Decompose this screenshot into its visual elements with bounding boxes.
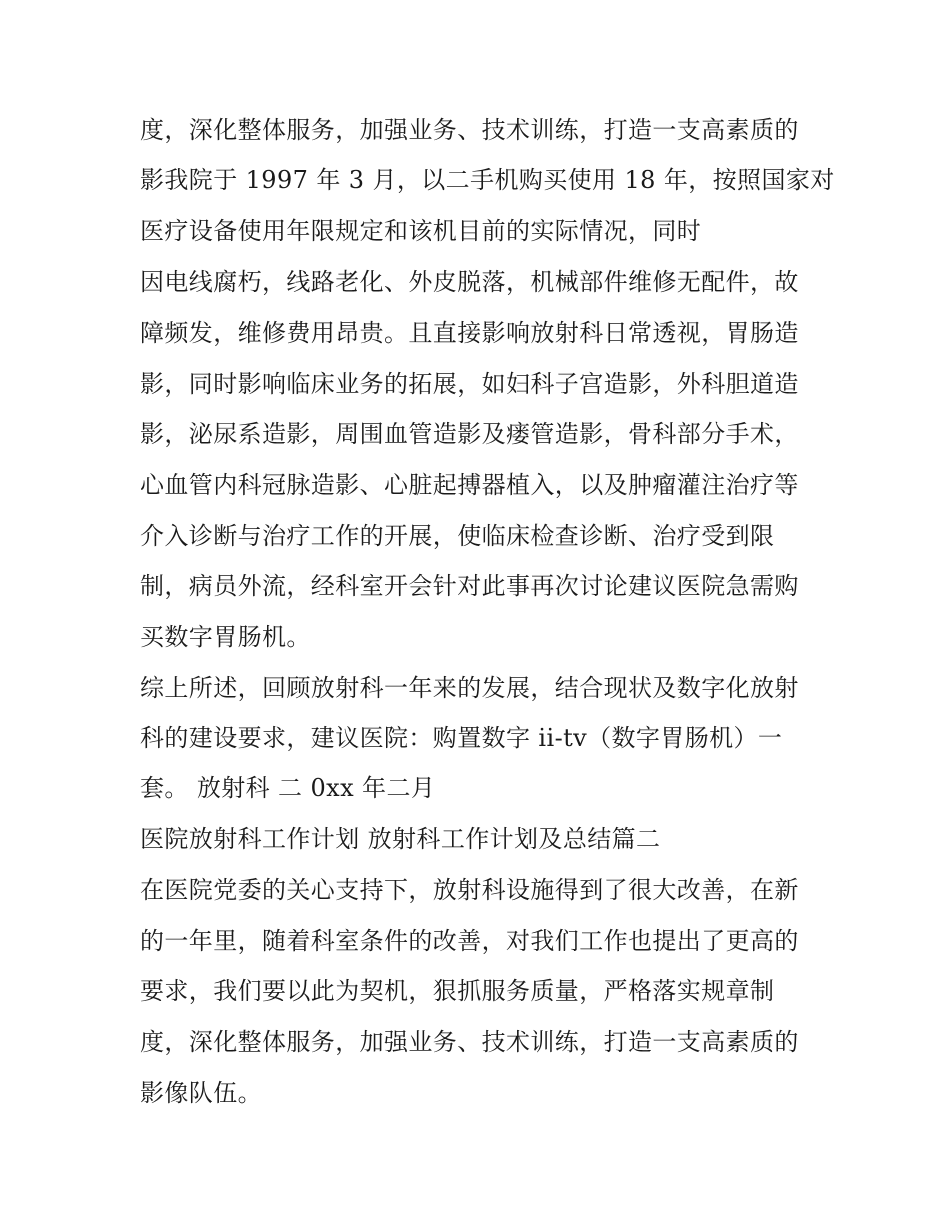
text-line: 医疗设备使用年限规定和该机目前的实际情况，同时: [140, 217, 702, 245]
text-line: 因电线腐朽，线路老化、外皮脱落，机械部件维修无配件，故: [140, 268, 799, 296]
text-line: 影像队伍。: [140, 1079, 262, 1107]
text-line: 心血管内科冠脉造影、心脏起搏器植入，以及肿瘤灌注治疗等: [140, 471, 799, 499]
text-line: 影，同时影响临床业务的拓展，如妇科子宫造影，外科胆道造: [140, 370, 799, 398]
text-line: 科的建设要求，建议医院：购置数字 ii-tv（数字胃肠机）一: [140, 724, 783, 752]
text-line: 度，深化整体服务，加强业务、技术训练，打造一支高素质的: [140, 116, 799, 144]
text-line: 在医院党委的关心支持下，放射科设施得到了很大改善，在新: [140, 876, 799, 904]
text-line: 介入诊断与治疗工作的开展，使临床检查诊断、治疗受到限: [140, 522, 775, 550]
text-line: 综上所述，回顾放射科一年来的发展，结合现状及数字化放射: [140, 674, 799, 702]
text-line: 制，病员外流，经科室开会针对此事再次讨论建议医院急需购: [140, 572, 799, 600]
text-line: 要求，我们要以此为契机，狠抓服务质量，严格落实规章制: [140, 977, 775, 1005]
text-line: 医院放射科工作计划 放射科工作计划及总结篇二: [140, 825, 661, 853]
text-line: 买数字胃肠机。: [140, 623, 311, 651]
text-line: 度，深化整体服务，加强业务、技术训练，打造一支高素质的: [140, 1028, 799, 1056]
text-line: 影，泌尿系造影，周围血管造影及瘘管造影，骨科部分手术，: [140, 420, 799, 448]
text-line: 障频发，维修费用昂贵。且直接影响放射科日常透视，胃肠造: [140, 319, 799, 347]
text-line: 的一年里，随着科室条件的改善，对我们工作也提出了更高的: [140, 927, 799, 955]
text-line: 套。 放射科 二 0xx 年二月: [140, 774, 436, 802]
text-line: 影我院于 1997 年 3 月，以二手机购买使用 18 年，按照国家对: [140, 166, 835, 194]
